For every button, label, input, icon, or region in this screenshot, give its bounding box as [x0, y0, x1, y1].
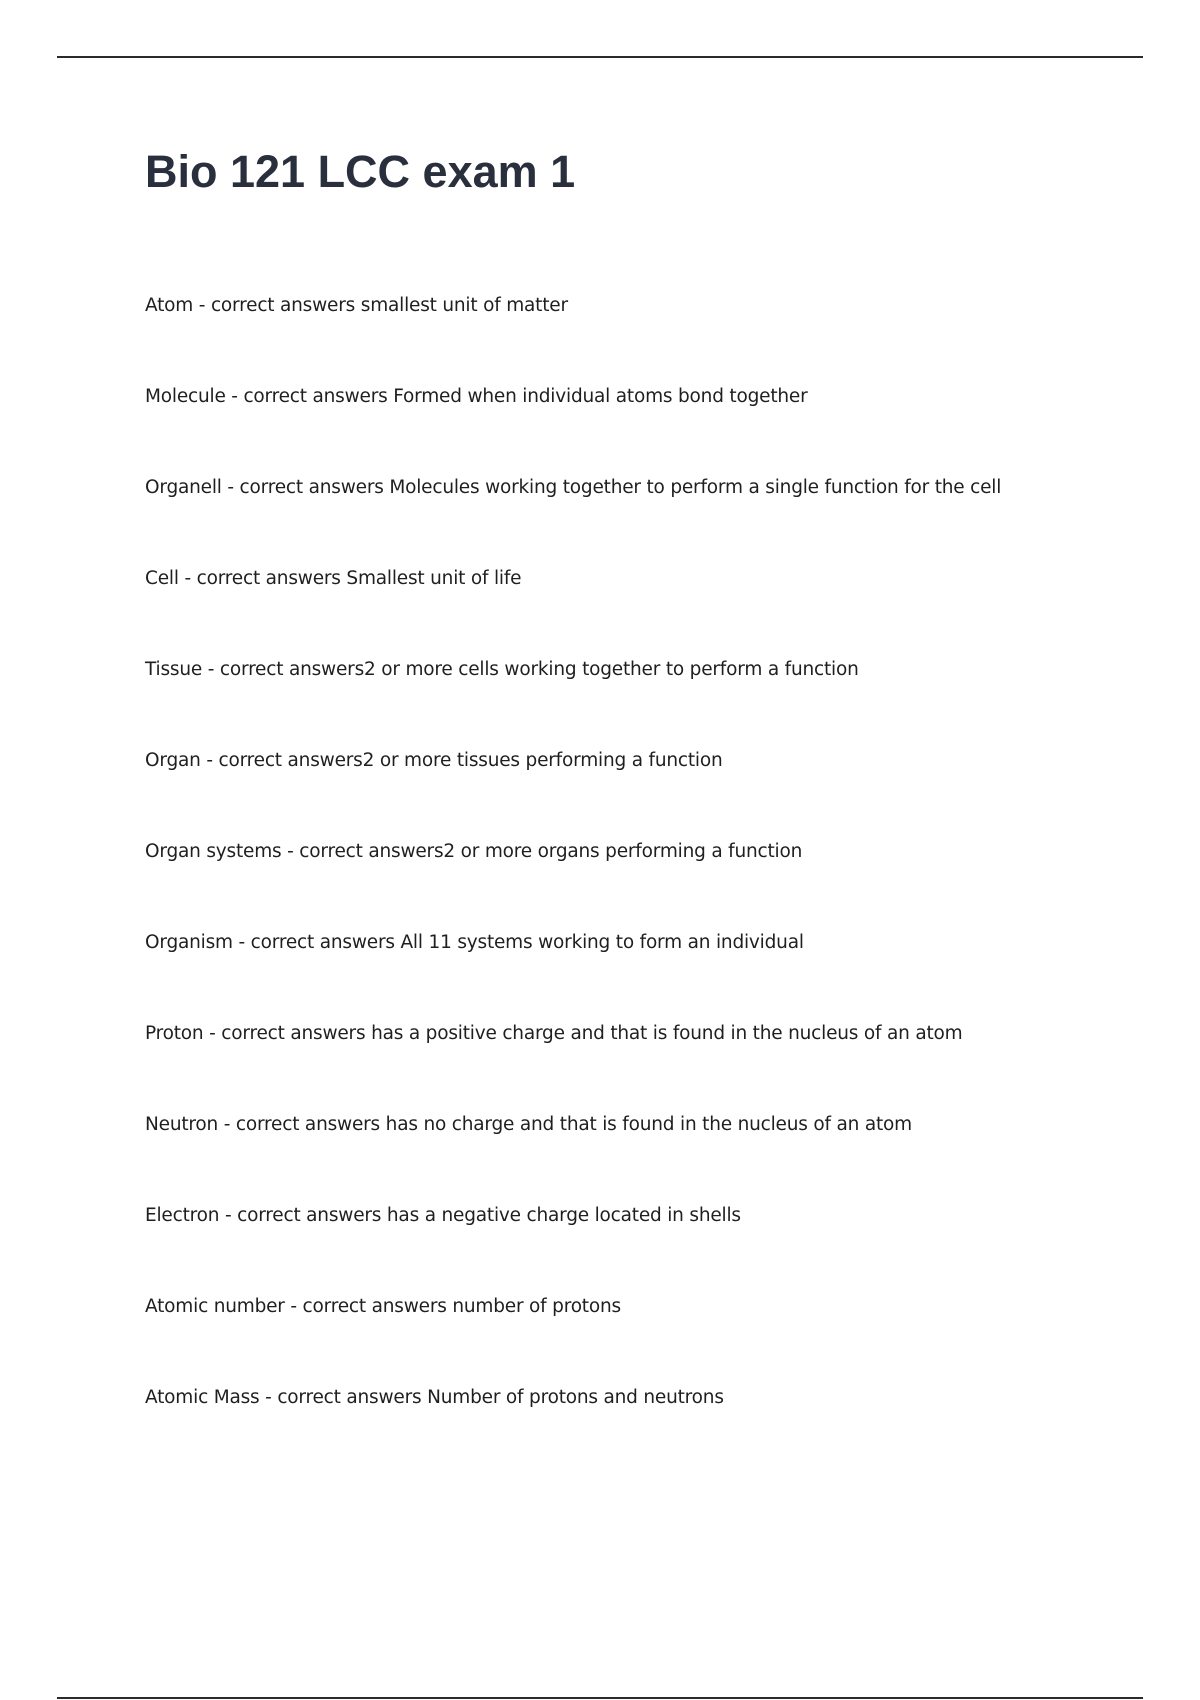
flashcard-item-organ: Organ - correct answers2 or more tissues performing a function	[145, 750, 723, 771]
flashcard-item-organ-systems: Organ systems - correct answers2 or more organs performing a function	[145, 841, 803, 862]
flashcard-item-molecule: Molecule - correct answers Formed when individual atoms bond together	[145, 386, 808, 407]
flashcard-list	[145, 291, 1105, 1474]
flashcard-item-atomic-mass: Atomic Mass - correct answers Number of protons and neutrons	[145, 1387, 724, 1408]
flashcard-item-proton: Proton - correct answers has a positive charge and that is found in the nucleus of an atom	[145, 1023, 963, 1044]
document-title: Bio 121 LCC exam 1	[145, 146, 576, 197]
flashcard-item-atom: Atom - correct answers smallest unit of matter	[145, 295, 568, 316]
flashcard-item-electron: Electron - correct answers has a negative charge located in shells	[145, 1205, 741, 1226]
bottom-divider	[57, 1697, 1143, 1699]
flashcard-item-atomic-number: Atomic number - correct answers number of protons	[145, 1296, 621, 1317]
flashcard-item-organism: Organism - correct answers All 11 systems working to form an individual	[145, 932, 804, 953]
flashcard-item-organell: Organell - correct answers Molecules working together to perform a single function for the cell	[145, 477, 1002, 498]
flashcard-item-cell: Cell - correct answers Smallest unit of life	[145, 568, 522, 589]
flashcard-item-tissue: Tissue - correct answers2 or more cells working together to perform a function	[145, 659, 859, 680]
flashcard-item-neutron: Neutron - correct answers has no charge and that is found in the nucleus of an atom	[145, 1114, 912, 1135]
top-divider	[57, 56, 1143, 58]
